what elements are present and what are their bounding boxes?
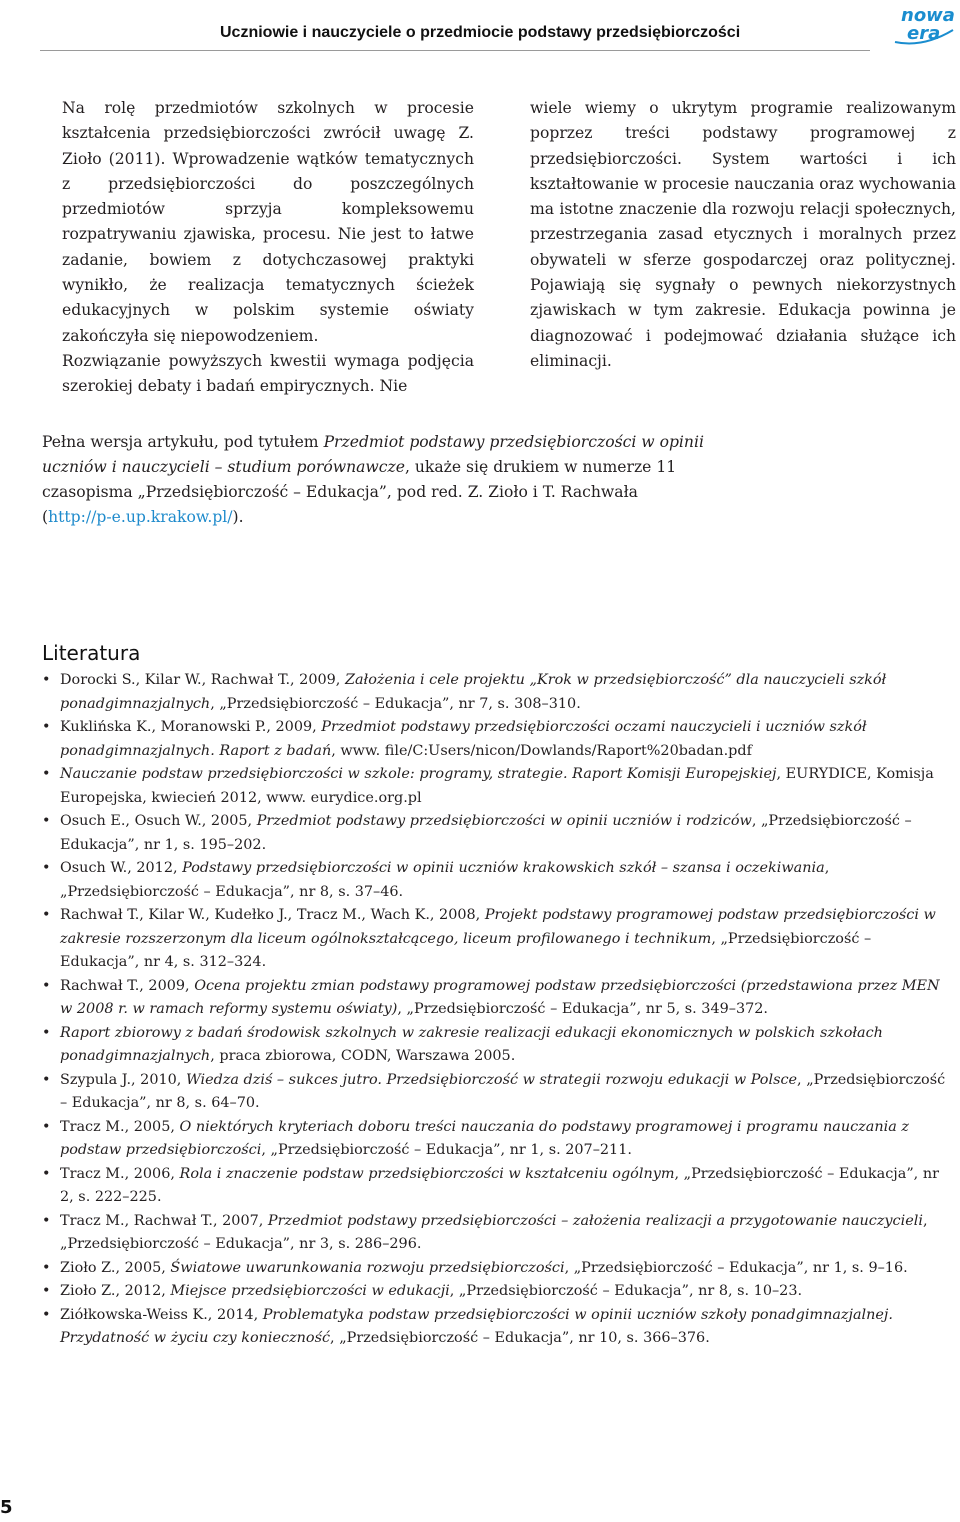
publisher-logo (893, 2, 957, 46)
bullet-icon: • (42, 1283, 51, 1299)
reference-text: Osuch W., 2012, (60, 860, 183, 876)
reference-item (42, 1116, 950, 1163)
reference-item (42, 810, 950, 857)
reference-title: Raport zbiorowy z badań środowisk szkolnych w zakresie realizacji edukacji ekonomicznych w polskich szkołach ponadgimnazjalnych (60, 1024, 883, 1064)
full-version-note (42, 430, 712, 530)
reference-text: , „Przedsiębiorczość – Edukacja”, nr 7, s. 308–310. (210, 695, 581, 712)
reference-item (42, 669, 950, 716)
reference-text: Zioło Z., 2005, (60, 1259, 171, 1276)
reference-title: Ocena projektu zmian podstawy programowej podstaw przedsiębiorczości (przedstawiona przez MEN w 2008 r. w ramach reformy systemu oświaty) (60, 977, 940, 1017)
reference-text: , „Przedsiębiorczość – Edukacja”, nr 5, s. 349–372. (397, 1001, 768, 1017)
journal-link[interactable]: http://p-e.up.krakow.pl/ (48, 508, 233, 526)
reference-text: , „Przedsiębiorczość – Edukacja”, nr 8, s. 64–70. (60, 1071, 946, 1111)
reference-text: , „Przedsiębiorczość – Edukacja”, nr 1, s. 195–202. (60, 813, 912, 853)
logo-text-top: nowa (901, 5, 955, 26)
bullet-icon: • (42, 1024, 51, 1041)
logo-text-bottom: era (907, 23, 941, 44)
reference-text: , EURYDICE, Komisja Europejska, kwiecień 2012, www. eurydice.org.pl (60, 766, 934, 806)
reference-title: Przedmiot podstawy przedsiębiorczości w opinii uczniów i rodziców (256, 813, 752, 829)
reference-text: Kuklińska K., Moranowski P., 2009, (60, 719, 322, 735)
reference-text: , „Przedsiębiorczość – Edukacja”, nr 2, s. 222–225. (60, 1165, 939, 1205)
full-version-text: Pełna wersja artykułu, pod tytułem (42, 433, 324, 451)
reference-text: Rachwał T., Kilar W., Kudełko J., Tracz M., Wach K., 2008, (60, 907, 485, 923)
bullet-icon: • (42, 977, 51, 994)
bullet-icon: • (42, 1165, 51, 1182)
full-version-text: ). (232, 508, 244, 526)
bullet-icon: • (42, 672, 51, 688)
reference-item (42, 716, 950, 763)
reference-item (42, 857, 950, 904)
reference-text: Tracz M., Rachwał T., 2007, (60, 1212, 268, 1229)
reference-text: Dorocki S., Kilar W., Rachwał T., 2009, (60, 672, 345, 688)
reference-item (42, 1022, 950, 1069)
body-right-column (530, 96, 956, 374)
bullet-icon: • (42, 719, 51, 735)
reference-text: Zioło Z., 2012, (60, 1283, 171, 1299)
reference-text: , „Przedsiębiorczość – Edukacja”, nr 8, s. 37–46. (60, 860, 830, 900)
reference-item (42, 763, 950, 810)
bullet-icon: • (42, 907, 51, 923)
reference-item (42, 1304, 950, 1351)
reference-text: , „Przedsiębiorczość – Edukacja”, nr 3, s. 286–296. (60, 1212, 928, 1252)
body-left-column (62, 96, 474, 400)
reference-text: , „Przedsiębiorczość – Edukacja”, nr 4, s. 312–324. (60, 930, 872, 970)
reference-text: , „Przedsiębiorczość – Edukacja”, nr 8, s. 10–23. (449, 1283, 803, 1299)
reference-text: , www. file/C:Users/nicon/Dowlands/Raport%20badan.pdf (331, 742, 752, 759)
header-divider (40, 50, 870, 51)
full-version-text: , ukaże się drukiem w numerze 11 czasopisma „Przedsiębiorczość – Edukacja”, pod red. Z. Zioło i T. Rachwała ( (42, 458, 677, 526)
reference-item (42, 975, 950, 1022)
reference-text: , „Przedsiębiorczość – Edukacja”, nr 1, s. 207–211. (261, 1142, 632, 1158)
reference-item (42, 1069, 950, 1116)
bullet-icon: • (42, 1118, 51, 1135)
reference-title: Przedmiot podstawy przedsiębiorczości – założenia realizacji a przygotowanie nauczycieli (267, 1212, 923, 1229)
bullet-icon: • (42, 860, 51, 876)
reference-title: Światowe uwarunkowania rozwoju przedsiębiorczości (170, 1259, 565, 1276)
reference-title: O niektórych kryteriach doboru treści nauczania do podstawy programowej i programu nauczania z podstaw przedsiębiorczości (60, 1118, 909, 1158)
reference-title: Rola i znaczenie podstaw przedsiębiorczości w kształceniu ogólnym (179, 1165, 675, 1182)
reference-text: , praca zbiorowa, CODN, Warszawa 2005. (210, 1048, 516, 1064)
reference-item (42, 1257, 950, 1281)
body-paragraph: wiele wiemy o ukrytym programie realizowanym poprzez treści podstawy programowej z przedsiębiorczości. System wartości i ich kształtowanie w procesie nauczania oraz wychowania ma istotne znaczenie dla rozwoju relacji społecznych, przestrzegania zasad etycznych i moralnych przez obywateli w sferze gospodarczej oraz politycznej. Pojawiają się sygnały o pewnych niekorzystnych zjawiskach w tym zakresie. Edukacja powinna je diagnozować i podejmować działania służące ich eliminacji. (530, 99, 956, 370)
reference-text: Szypula J., 2010, (60, 1071, 186, 1088)
reference-item (42, 904, 950, 975)
reference-item (42, 1163, 950, 1210)
bullet-icon: • (42, 1306, 51, 1323)
reference-title: Nauczanie podstaw przedsiębiorczości w szkole: programy, strategie. Raport Komisji Europejskiej (60, 766, 777, 782)
reference-title: Wiedza dziś – sukces jutro. Przedsiębiorczość w strategii rozwoju edukacji w Polsce (185, 1071, 798, 1088)
running-header-title: Uczniowie i nauczyciele o przedmiocie podstawy przedsiębiorczości (220, 24, 741, 41)
body-paragraph: Na rolę przedmiotów szkolnych w procesie kształcenia przedsiębiorczości zwrócił uwagę Z. Zioło (2011). Wprowadzenie wątków tematycznych z przedsiębiorczości do poszczególnych przedmiotów sprzyja kompleksowemu rozpatrywaniu zjawiska, procesu. Nie jest to łatwe zadanie, bowiem z dotychczasowej praktyki wynikło, że realizacja tematycznych ścieżek edukacyjnych w polskim systemie oświaty zakończyła się niepowodzeniem. (62, 99, 474, 345)
reference-text: Osuch E., Osuch W., 2005, (60, 813, 257, 829)
reference-title: Miejsce przedsiębiorczości w edukacji (170, 1283, 450, 1299)
reference-title: Założenia i cele projektu „Krok w przedsiębiorczość” dla nauczycieli szkół ponadgimnazjalnych (60, 672, 887, 712)
bullet-icon: • (42, 1259, 51, 1276)
reference-title: Projekt podstawy programowej podstaw przedsiębiorczości w zakresie rozszerzonym dla liceum ogólnokształcącego, liceum profilowanego i technikum (60, 907, 936, 947)
reference-list (42, 669, 950, 1351)
article-title: Przedmiot podstawy przedsiębiorczości w opinii uczniów i nauczycieli – studium porównawcze (42, 433, 704, 476)
reference-text: Tracz M., 2006, (60, 1165, 180, 1182)
bullet-icon: • (42, 1212, 51, 1229)
reference-text: Tracz M., 2005, (60, 1118, 180, 1135)
bullet-icon: • (42, 766, 51, 782)
reference-title: Problematyka podstaw przedsiębiorczości w opinii uczniów szkoły ponadgimnazjalnej. Przydatność w życiu czy konieczność (60, 1306, 893, 1346)
reference-text: , „Przedsiębiorczość – Edukacja”, nr 10, s. 366–376. (330, 1330, 710, 1346)
reference-title: Podstawy przedsiębiorczości w opinii uczniów krakowskich szkół – szansa i oczekiwania (182, 860, 825, 876)
reference-text: Rachwał T., 2009, (60, 977, 195, 994)
bullet-icon: • (42, 1071, 51, 1088)
reference-text: , „Przedsiębiorczość – Edukacja”, nr 1, s. 9–16. (564, 1259, 908, 1276)
reference-text: Ziółkowska-Weiss K., 2014, (60, 1306, 263, 1323)
literature-heading: Literatura (42, 641, 141, 665)
page-number: 5 (0, 1497, 13, 1518)
bullet-icon: • (42, 813, 51, 829)
reference-item (42, 1210, 950, 1257)
reference-item (42, 1280, 950, 1304)
body-paragraph: Rozwiązanie powyższych kwestii wymaga podjęcia szerokiej debaty i badań empirycznych. Nie (62, 351, 474, 396)
reference-title: Przedmiot podstawy przedsiębiorczości oczami nauczycieli i uczniów szkół ponadgimnazjalnych. Raport z badań (60, 719, 867, 759)
